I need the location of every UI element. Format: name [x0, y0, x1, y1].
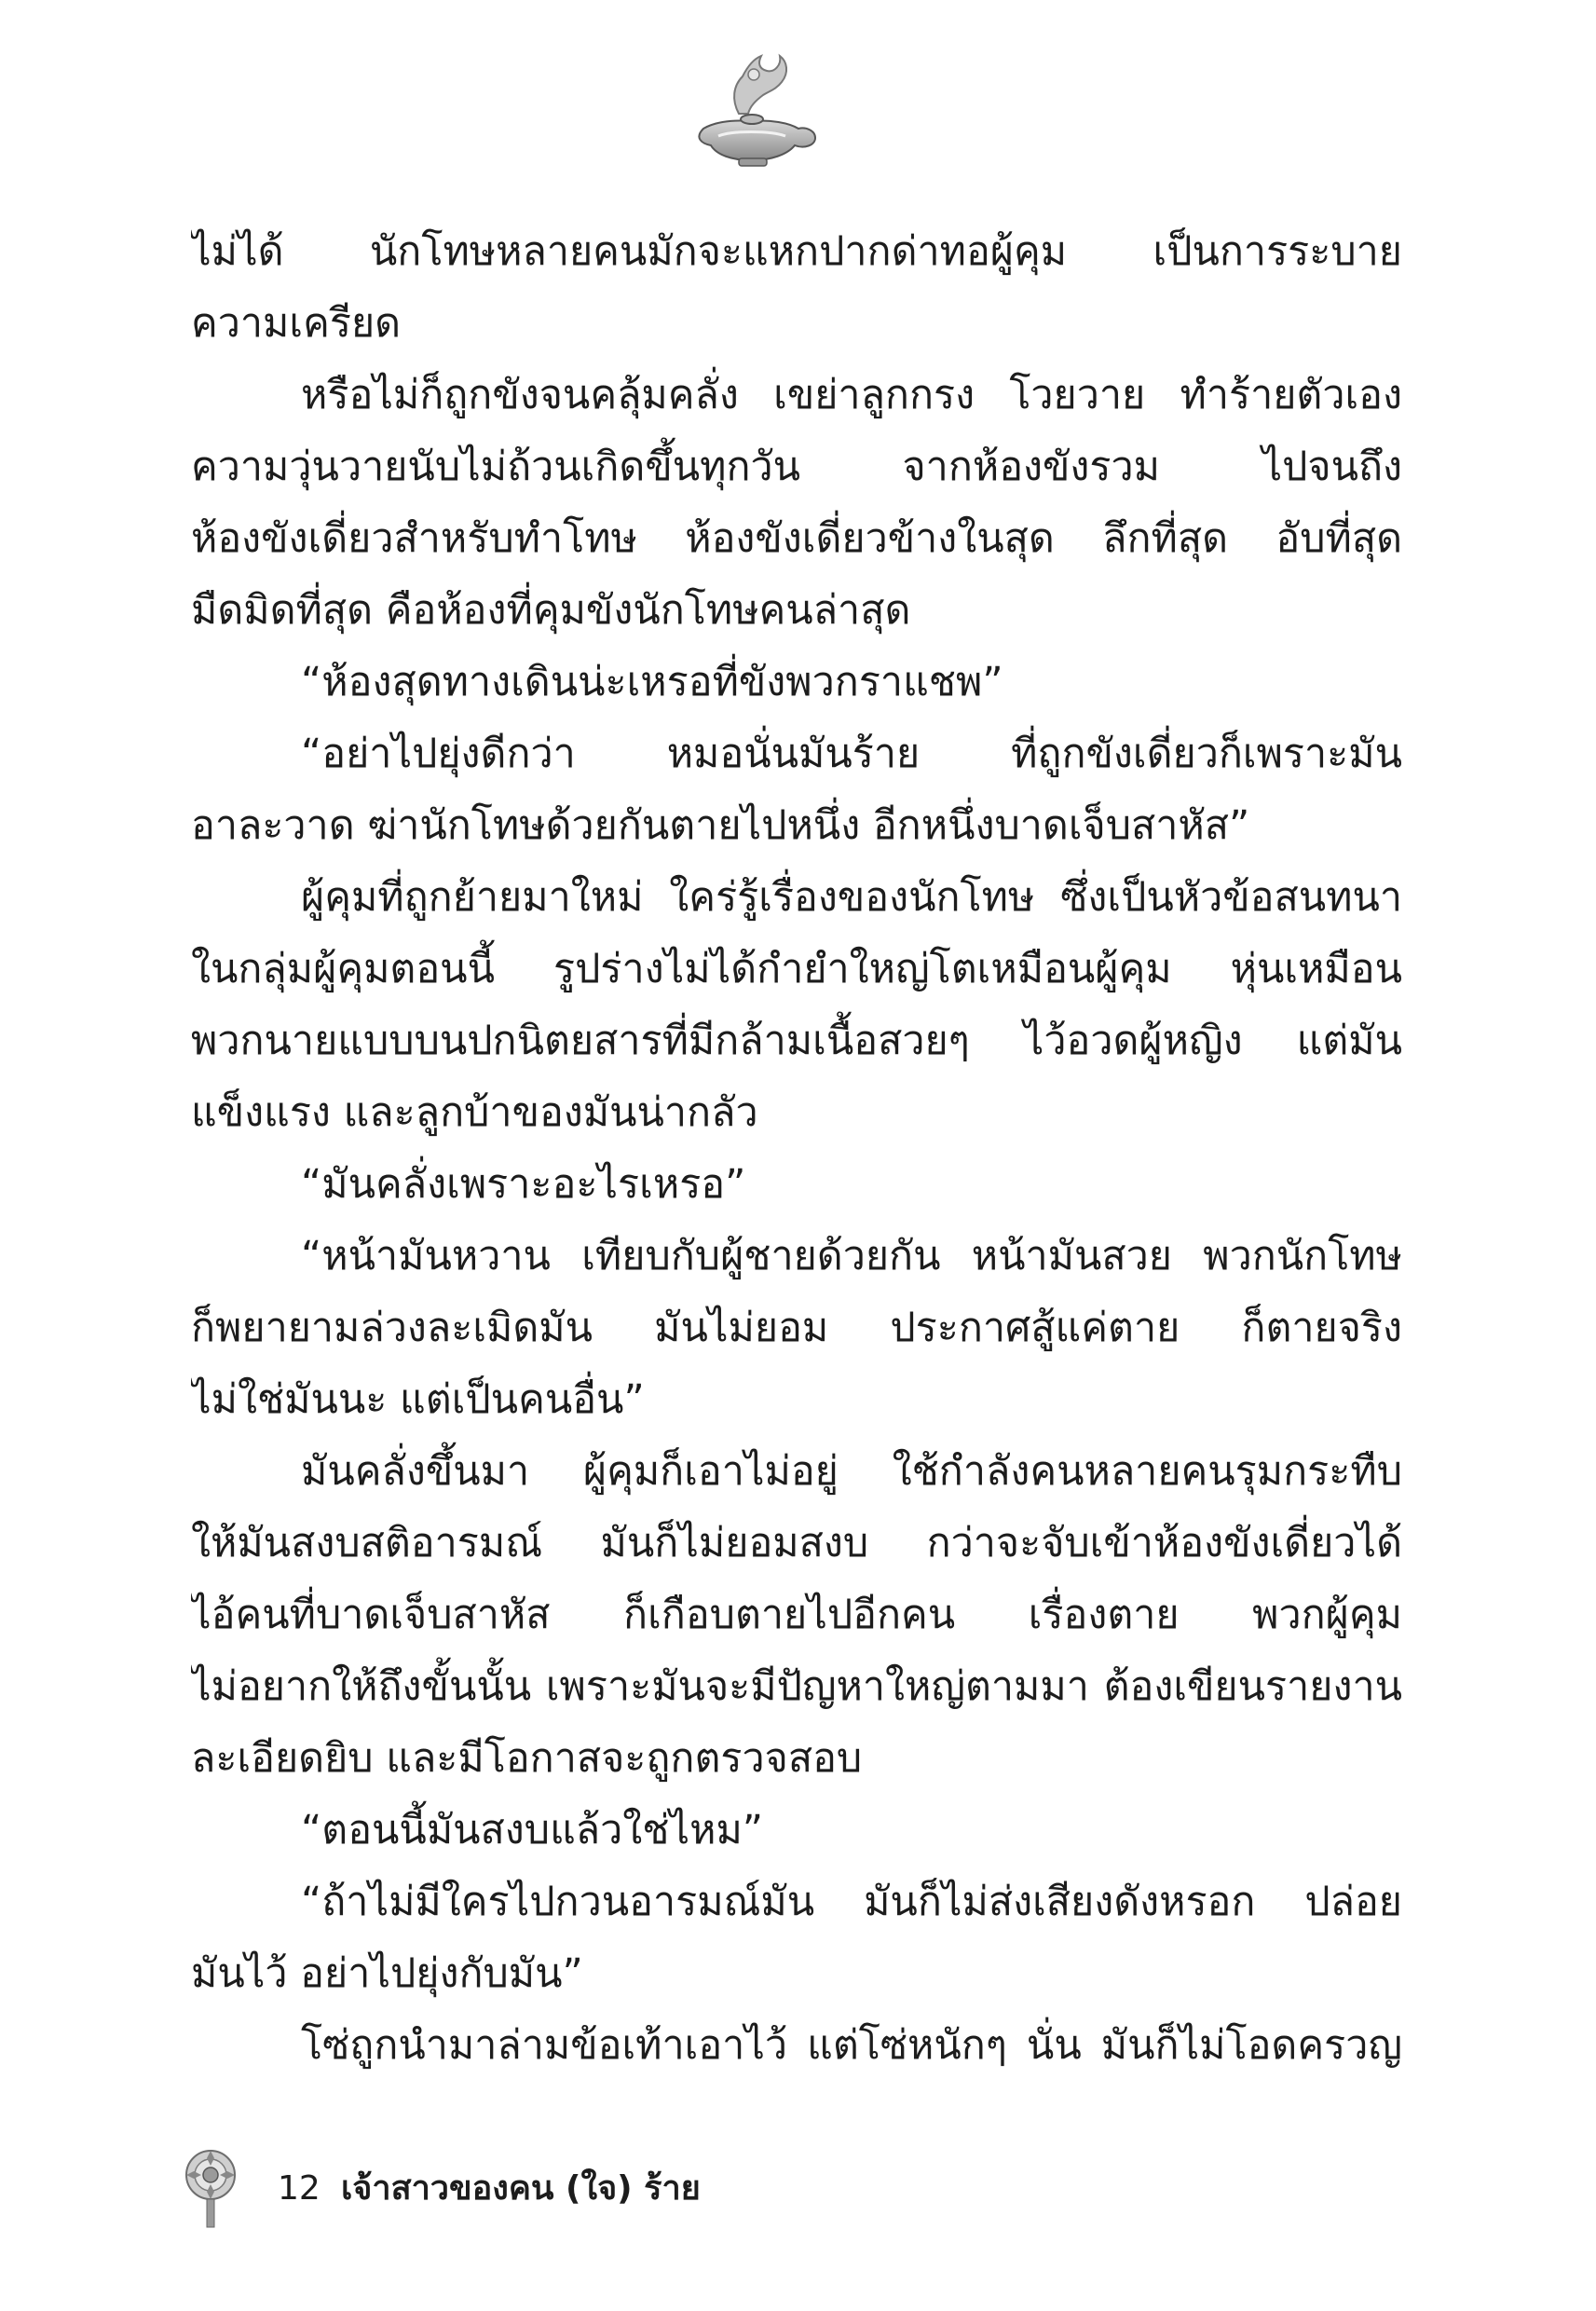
text-line: ในกลุ่มผู้คุมตอนนี้ รูปร่างไม่ได้กำยำใหญ่โตเหมือนผู้คุม หุ่นเหมือน [191, 946, 1402, 992]
page-number: 12 [278, 2169, 321, 2208]
genie-lamp-icon [685, 48, 825, 170]
text-line: แข็งแรง และลูกบ้าของมันน่ากลัว [191, 1089, 758, 1136]
page-footer [183, 2147, 1021, 2240]
text-line: ไม่ได้ นักโทษหลายคนมักจะแหกปากด่าทอผู้คุม เป็นการระบาย [191, 228, 1402, 275]
text-line: ความเครียด [191, 300, 402, 347]
text-line: โซ่ถูกนำมาล่ามข้อเท้าเอาไว้ แต่โซ่หนักๆ นั่น มันก็ไม่โอดครวญ [301, 2022, 1402, 2069]
text-line: “ตอนนี้มันสงบแล้วใช่ไหม” [301, 1807, 764, 1853]
text-line: หรือไม่ก็ถูกขังจนคลุ้มคลั่ง เขย่าลูกกรง โวยวาย ทำร้ายตัวเอง [301, 372, 1402, 418]
book-title: เจ้าสาวของคน (ใจ) ร้าย [341, 2169, 701, 2208]
text-line: ไอ้คนที่บาดเจ็บสาหัส ก็เกือบตายไปอีกคน เรื่องตาย พวกผู้คุม [191, 1592, 1402, 1638]
text-line: อาละวาด ฆ่านักโทษด้วยกันตายไปหนึ่ง อีกหนึ่งบาดเจ็บสาหัส” [191, 802, 1250, 849]
text-line: ให้มันสงบสติอารมณ์ มันก็ไม่ยอมสงบ กว่าจะจับเข้าห้องขังเดี่ยวได้ [191, 1520, 1402, 1566]
text-line: ห้องขังเดี่ยวสำหรับทำโทษ ห้องขังเดี่ยวข้างในสุด ลึกที่สุด อับที่สุด [191, 515, 1402, 562]
text-line: “ห้องสุดทางเดินน่ะเหรอที่ขังพวกราแชพ” [301, 659, 1003, 705]
text-line: ละเอียดยิบ และมีโอกาสจะถูกตรวจสอบ [191, 1735, 863, 1782]
text-line: “ถ้าไม่มีใครไปกวนอารมณ์มัน มันก็ไม่ส่งเสียงดังหรอก ปล่อย [301, 1879, 1402, 1925]
text-line: มันไว้ อย่าไปยุ่งกับมัน” [191, 1950, 583, 1997]
text-line: ไม่อยากให้ถึงขั้นนั้น เพราะมันจะมีปัญหาใหญ่ตามมา ต้องเขียนรายงาน [191, 1663, 1402, 1710]
text-line: ก็พยายามล่วงละเมิดมัน มันไม่ยอม ประกาศสู้แค่ตาย ก็ตายจริง [191, 1305, 1402, 1351]
text-line: มันคลั่งขึ้นมา ผู้คุมก็เอาไม่อยู่ ใช้กำลังคนหลายคนรุมกระทืบ [301, 1448, 1402, 1495]
text-line: พวกนายแบบบนปกนิตยสารที่มีกล้ามเนื้อสวยๆ ไว้อวดผู้หญิง แต่มัน [191, 1018, 1402, 1064]
text-line: “มันคลั่งเพราะอะไรเหรอ” [301, 1161, 746, 1208]
flower-ornament-icon [183, 2147, 239, 2231]
text-line: มืดมิดที่สุด คือห้องที่คุมขังนักโทษคนล่าสุด [191, 587, 911, 634]
text-line: “อย่าไปยุ่งดีกว่า หมอนั่นมันร้าย ที่ถูกขังเดี่ยวก็เพราะมัน [301, 731, 1402, 777]
text-line: ความวุ่นวายนับไม่ถ้วนเกิดขึ้นทุกวัน จากห้องขังรวม ไปจนถึง [191, 444, 1402, 490]
text-line: “หน้ามันหวาน เทียบกับผู้ชายด้วยกัน หน้ามันสวย พวกนักโทษ [301, 1233, 1402, 1279]
text-line: ผู้คุมที่ถูกย้ายมาใหม่ ใคร่รู้เรื่องของนักโทษ ซึ่งเป็นหัวข้อสนทนา [301, 874, 1402, 921]
body-text [191, 216, 1402, 2082]
text-line: ไม่ใช่มันนะ แต่เป็นคนอื่น” [191, 1376, 645, 1423]
